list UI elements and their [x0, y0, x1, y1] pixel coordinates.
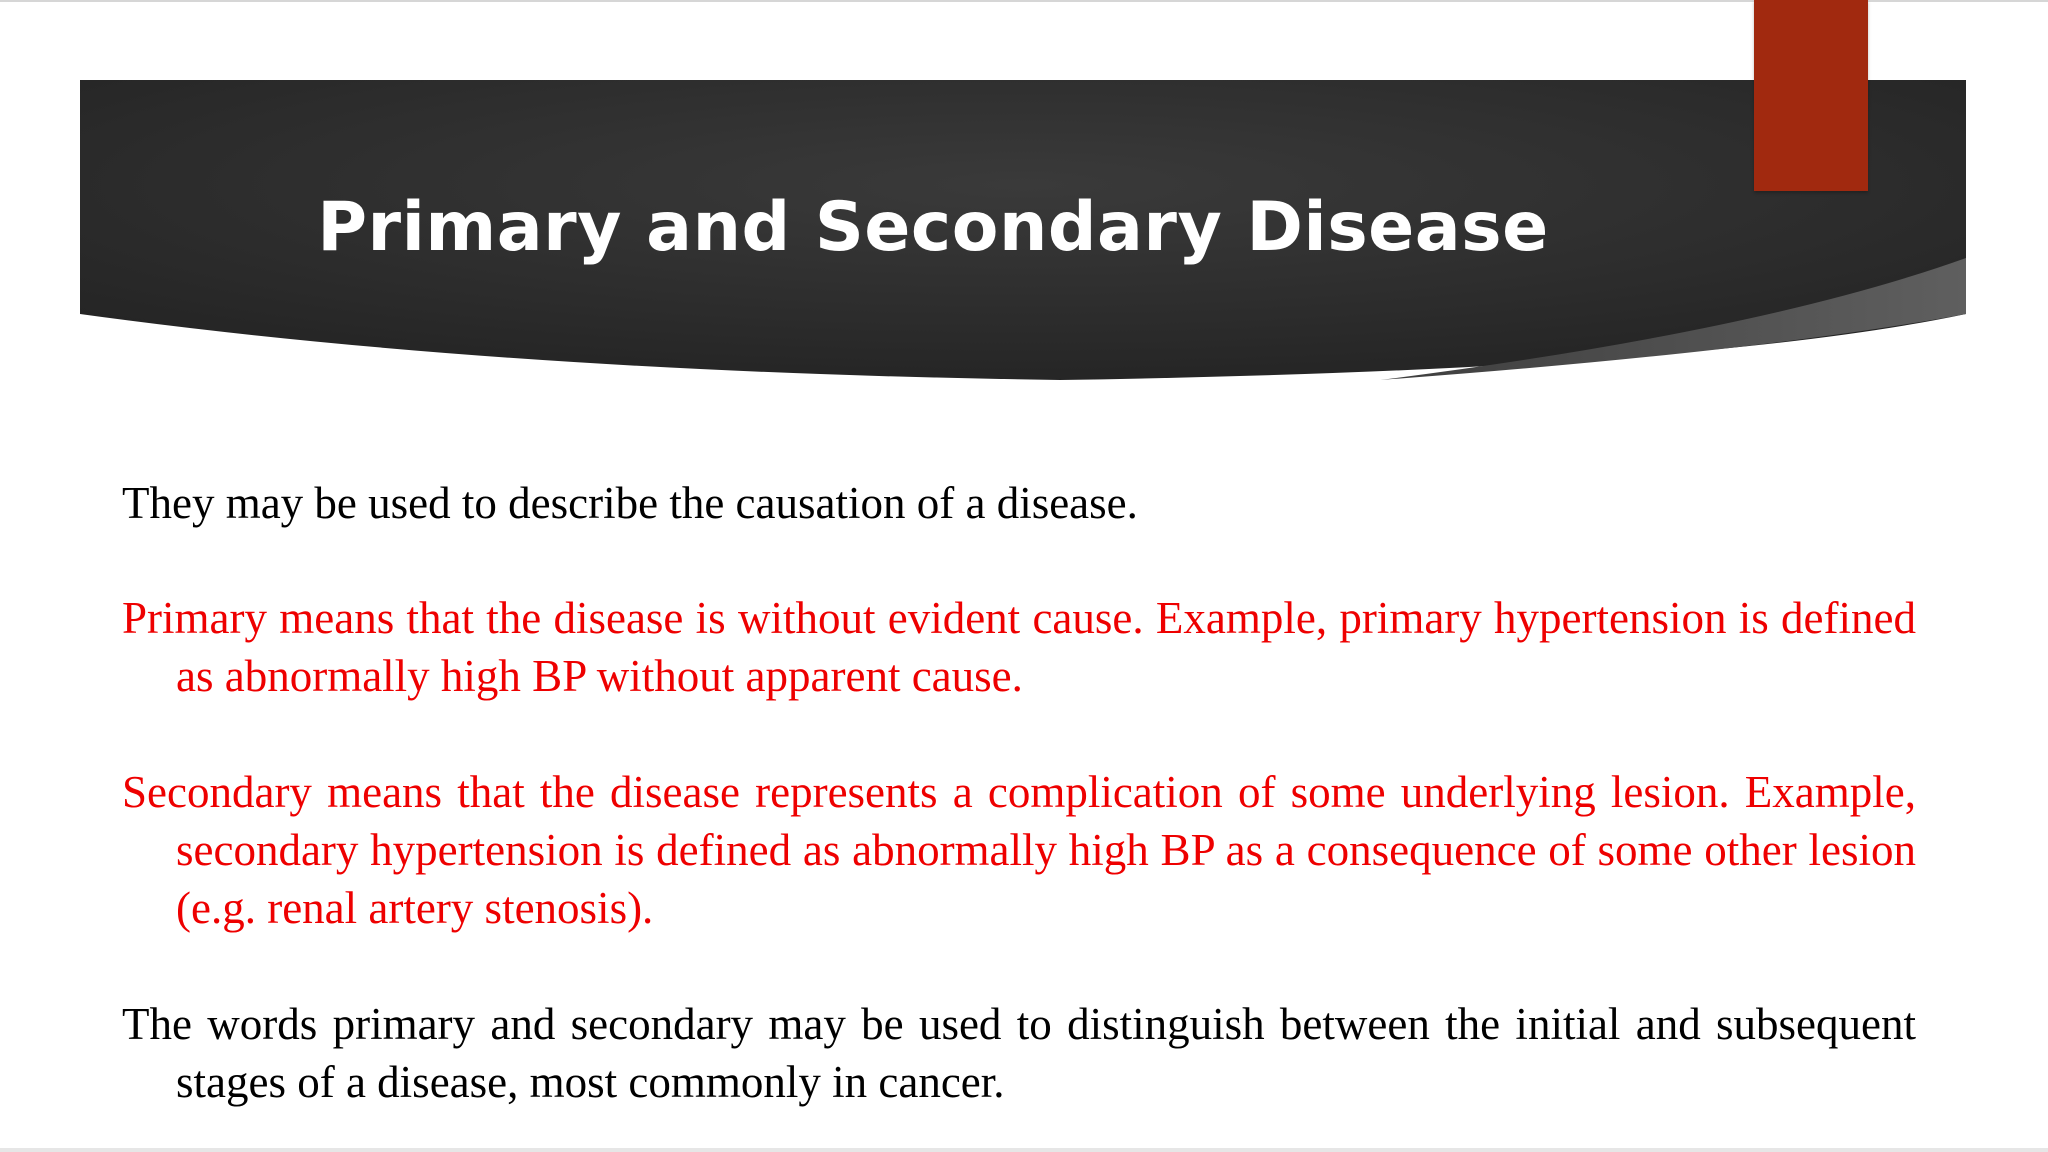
slide-body — [122, 474, 1916, 1111]
paragraph-primary: Primary means that the disease is without evident cause. Example, primary hypertension is defined as abnormally high BP without apparent cause. — [122, 593, 1916, 701]
paragraph-stages: The words primary and secondary may be used to distinguish between the initial and subsequent stages of a disease, most commonly in cancer. — [122, 999, 1916, 1107]
paragraph-causation: They may be used to describe the causation of a disease. — [122, 478, 1138, 528]
paragraph-secondary: Secondary means that the disease represents a complication of some underlying lesion. Example, secondary hypertension is defined as abnormally high BP as a consequence of some other lesion (e.g. renal artery stenosis). — [122, 767, 1916, 933]
slide-bottom-border — [0, 1148, 2048, 1152]
accent-tab — [1754, 0, 1868, 191]
slide-title: Primary and Secondary Disease — [317, 188, 1549, 267]
